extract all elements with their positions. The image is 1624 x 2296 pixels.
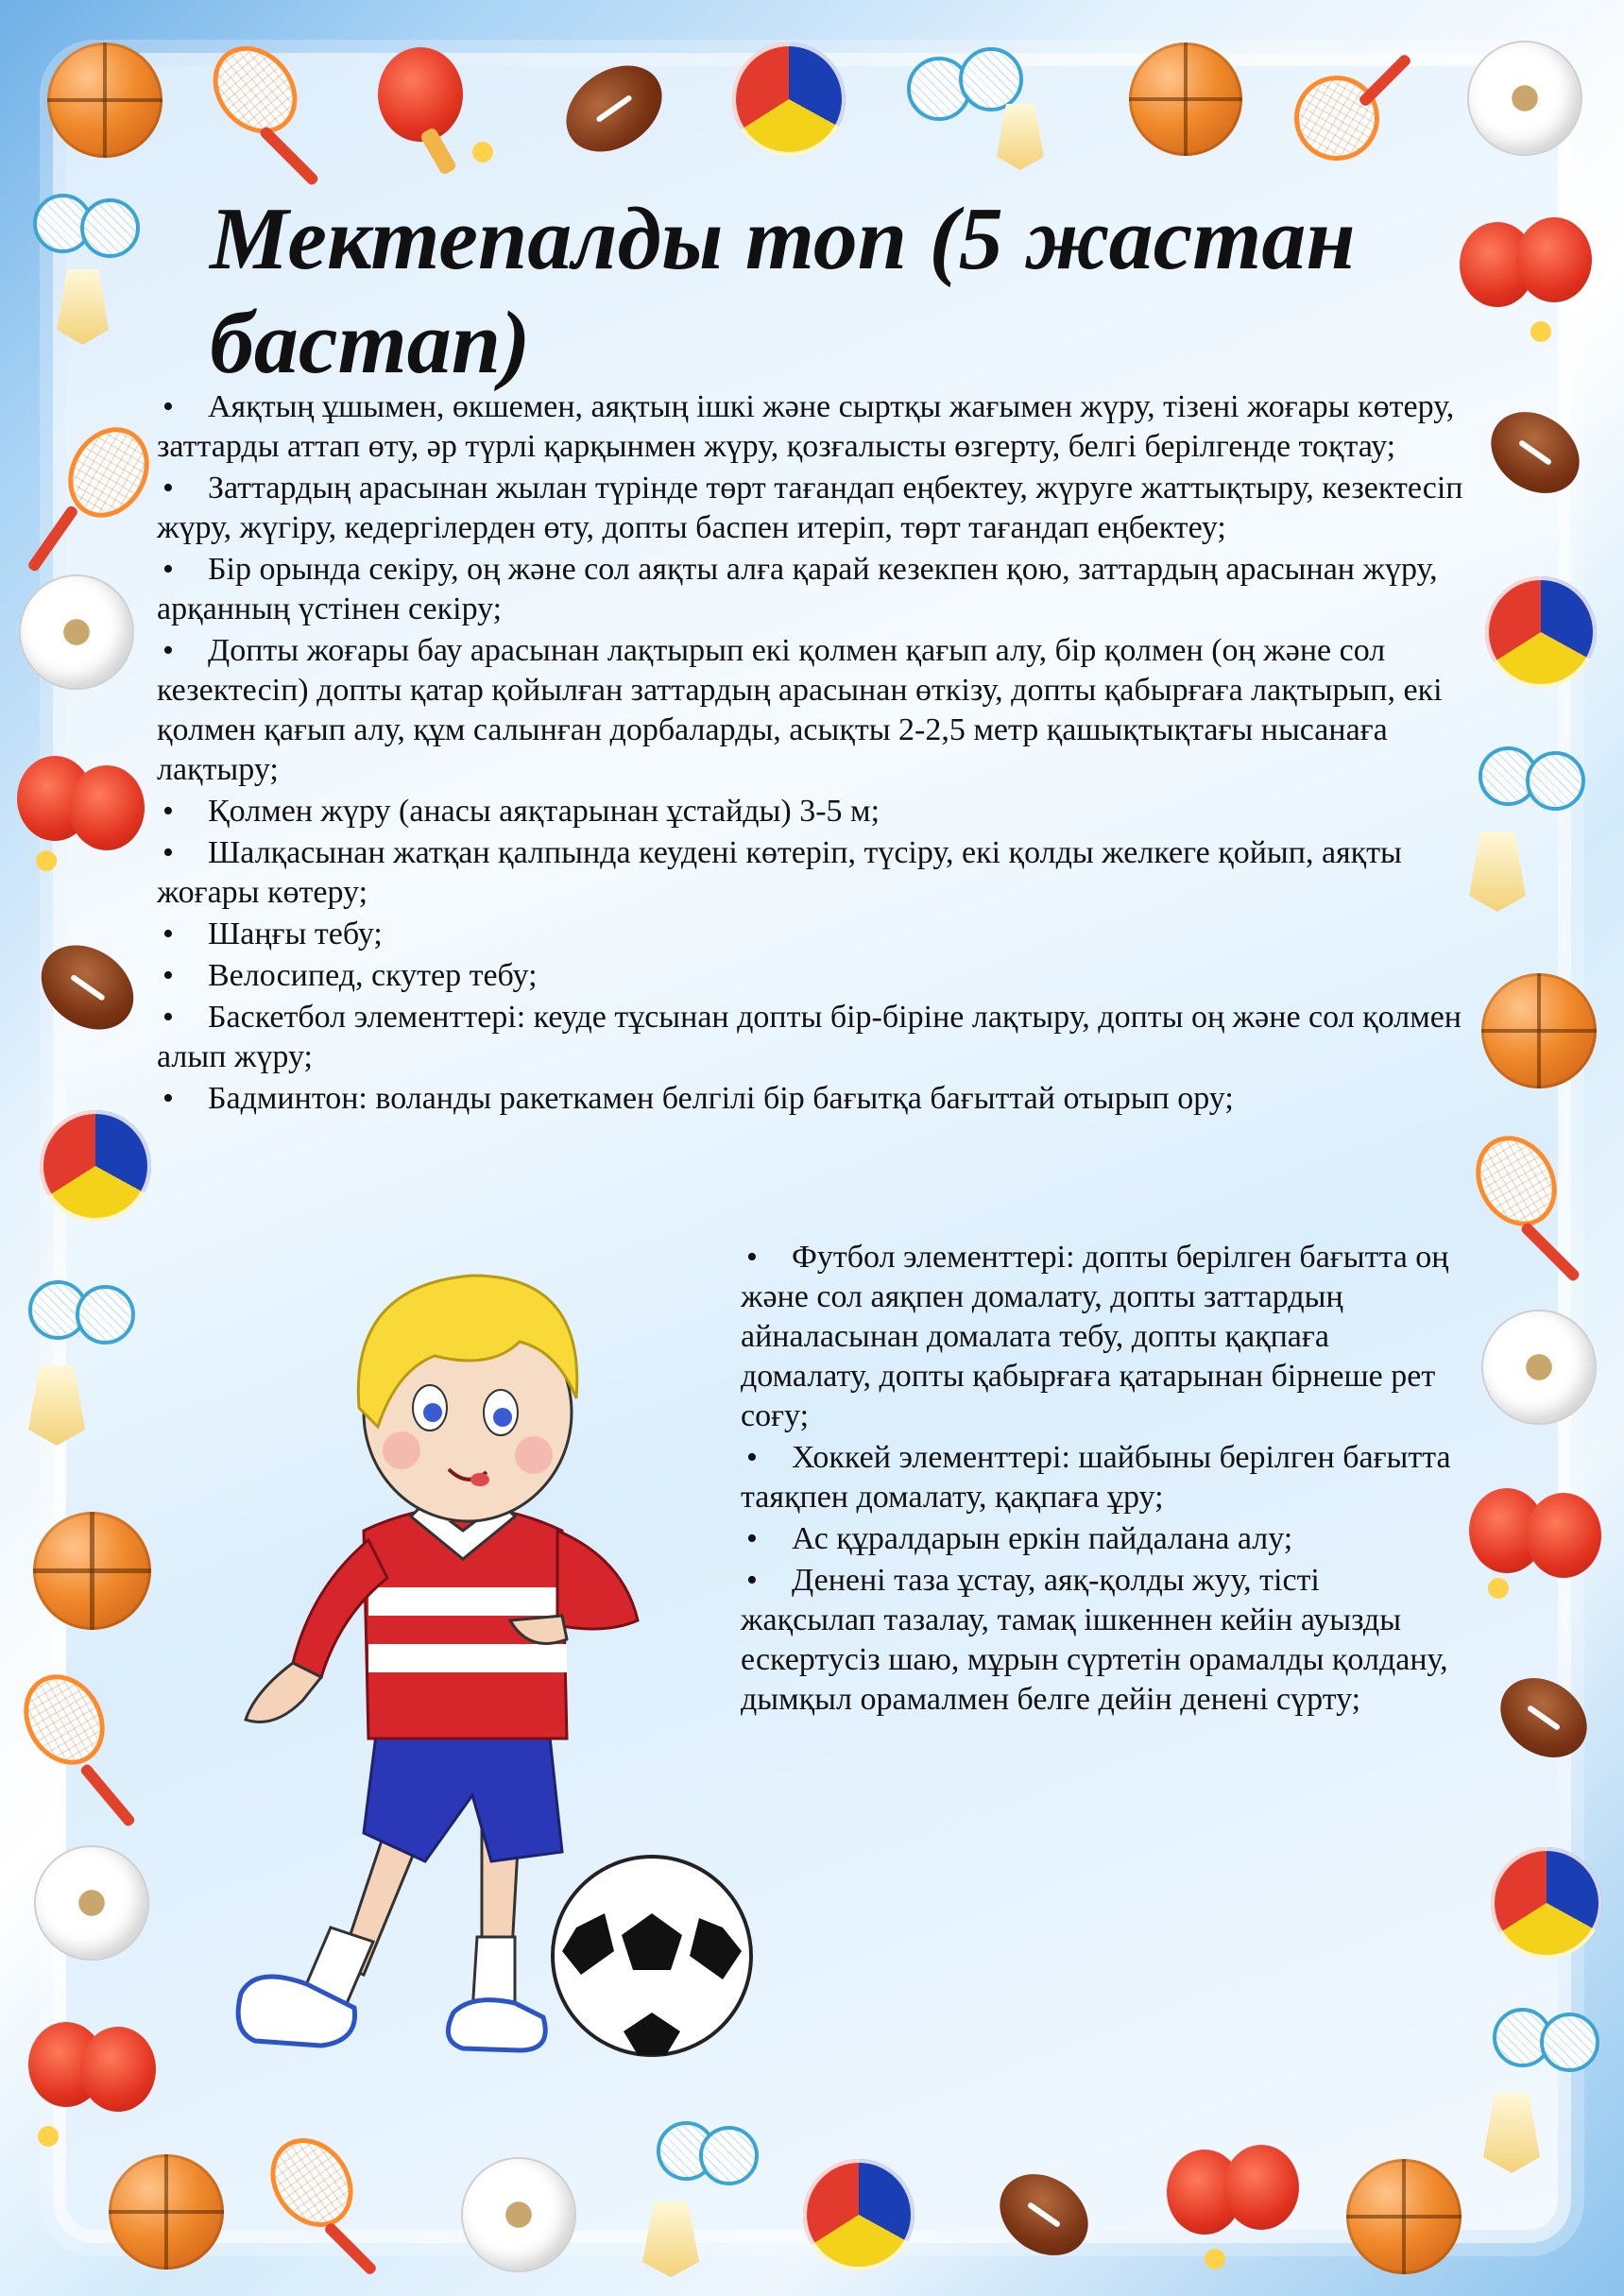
- page-title: Мектепалды топ (5 жастан бастап): [210, 190, 1356, 392]
- badminton-icon: [19, 1280, 151, 1469]
- ping-pong-icon: [378, 38, 501, 180]
- volleyball-icon: [1485, 576, 1597, 688]
- list-item: • Шаңғы тебу;: [157, 915, 1470, 954]
- activities-list: [157, 387, 1470, 1121]
- tennis-racket-icon: [274, 2135, 406, 2277]
- badminton-icon: [642, 2121, 765, 2282]
- soccer-ball-icon: [1483, 1311, 1595, 1423]
- list-item: • Хоккей элементтері: шайбыны берілген бағытта таяқпен домалату, қақпаға ұру;: [741, 1438, 1459, 1517]
- basketball-icon: [1129, 43, 1242, 156]
- basketball-icon: [109, 2154, 224, 2270]
- volleyball-icon: [732, 43, 846, 156]
- badminton-icon: [907, 38, 1049, 180]
- soccer-ball-icon: [36, 1847, 147, 1959]
- volleyball-icon: [40, 1110, 151, 1222]
- basketball-icon: [47, 43, 162, 158]
- ping-pong-icon: [1460, 217, 1601, 359]
- ping-pong-icon: [17, 756, 159, 888]
- basketball-icon: [33, 1512, 151, 1630]
- list-item: • Бір орында секіру, оң және сол аяқты алға қарай кезекпен қою, заттардың арасынан жүру, арқанның үстінен секіру;: [157, 550, 1470, 629]
- ping-pong-icon: [28, 2022, 170, 2164]
- activities-list-continued: [741, 1238, 1459, 1722]
- list-item: • Шалқасынан жатқан қалпында кеудені көтеріп, түсіру, екі қолды желкеге қойып, аяқты жоғары көтеру;: [157, 833, 1470, 913]
- tennis-racket-icon: [1294, 47, 1427, 170]
- list-item: • Аяқтың ұшымен, өкшемен, аяқтың ішкі және сыртқы жағымен жүру, тізені жоғары көтеру, заттарды аттап өту, әр түрлі қарқынмен жүру, қозғалысты өзгерту, белгі берілгенде тоқтау;: [157, 387, 1470, 467]
- soccer-ball-icon: [21, 576, 132, 688]
- tennis-racket-icon: [24, 425, 156, 567]
- tennis-racket-icon: [1469, 1134, 1601, 1276]
- boy-football-illustration: [198, 1247, 765, 2079]
- soccer-ball-icon: [463, 2159, 574, 2270]
- list-item: • Денені таза ұстау, аяқ-қолды жуу, тісті жақсылап тазалау, тамақ ішкеннен кейін ауызды ескертусіз шаю, мұрын сүртетін орамалды қолдану, дымқыл орамалмен белге дейін денені сүрту;: [741, 1561, 1459, 1720]
- badminton-icon: [1460, 746, 1597, 935]
- list-item: • Футбол элементтері: допты берілген бағытта оң және сол аяқпен домалату, допты заттардың айналасынан домалата тебу, допты қақпаға домалату, допты қабырғаға қатарынан бірнеше рет соғу;: [741, 1238, 1459, 1436]
- list-item: • Бадминтон: воланды ракеткамен белгілі бір бағытқа бағыттай отырып ору;: [157, 1079, 1470, 1119]
- soccer-ball-icon: [1469, 43, 1581, 154]
- list-item: • Допты жоғары бау арасынан лақтырып екі қолмен қағып алу, бір қолмен (оң және сол кезектесіп) допты қатар қойылған заттардың арасынан өткізу, допты қабырғаға лақтырып, екі қолмен қағып алу, құм салынған дорбаларды, асықты 2-2,5 метр қашықтықтағы нысанаға лақтыру;: [157, 631, 1470, 790]
- list-item: • Заттардың арасынан жылан түрінде төрт тағандап еңбектеу, жүруге жаттықтыру, кезектесіп жүру, жүгіру, кедергілерден өту, допты баспен итеріп, төрт тағандап еңбектеу;: [157, 469, 1470, 548]
- list-item: • Қолмен жүру (анасы аяқтарынан ұстайды) 3-5 м;: [157, 792, 1470, 831]
- ping-pong-icon: [1167, 2145, 1308, 2287]
- volleyball-icon: [1491, 1847, 1602, 1959]
- ping-pong-icon: [1469, 1488, 1611, 1620]
- tennis-racket-icon: [217, 43, 350, 175]
- badminton-icon: [1474, 2008, 1606, 2187]
- basketball-icon: [1346, 2159, 1462, 2274]
- badminton-icon: [28, 194, 151, 373]
- volleyball-icon: [803, 2159, 915, 2270]
- tennis-racket-icon: [26, 1672, 159, 1824]
- list-item: • Баскетбол элементтері: кеуде тұсынан допты бір-біріне лақтыру, допты оң және сол қолмен алып жүру;: [157, 998, 1470, 1077]
- list-item: • Ас құралдарын еркін пайдалана алу;: [741, 1519, 1459, 1559]
- basketball-icon: [1481, 973, 1597, 1088]
- list-item: • Велосипед, скутер тебу;: [157, 956, 1470, 996]
